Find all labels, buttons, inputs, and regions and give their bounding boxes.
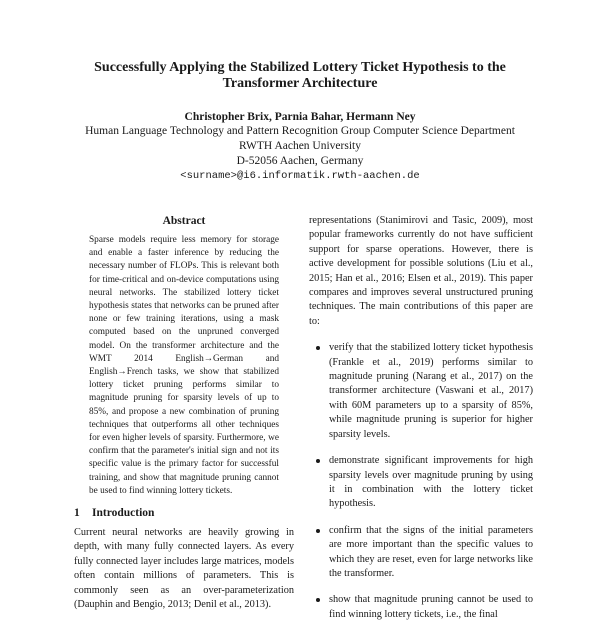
right-column [309, 214, 533, 634]
affiliation-address: D-52056 Aachen, Germany [236, 155, 364, 167]
contribution-item [309, 593, 533, 622]
contribution-item [309, 454, 533, 512]
contribution-item [309, 524, 533, 582]
contribution-list [309, 341, 533, 622]
contribution-text: verify that the stabilized lottery ticket hypothesis (Frankle et al., 2019) performs similar to magnitude pruning (Narang et al., 2017) on the transformer architecture (Vaswani et al., 2017) with 60M parameters up to a sparsity of 85%, while magnitude pruning is superior for higher sparsity levels. [329, 342, 533, 440]
bullet-icon [316, 459, 320, 463]
section-number: 1 [74, 507, 80, 520]
paper-title: Successfully Applying the Stabilized Lottery Ticket Hypothesis to the Transformer Architecture [94, 60, 506, 91]
section-title: Introduction [92, 507, 155, 520]
author-email: <surname>@i6.informatik.rwth-aachen.de [180, 170, 420, 182]
author-list: Christopher Brix, Parnia Bahar, Hermann Ney [184, 111, 416, 123]
abstract-heading: Abstract [162, 215, 206, 227]
bullet-icon [316, 598, 320, 602]
bullet-icon [316, 529, 320, 533]
bullet-icon [316, 346, 320, 350]
contribution-text: demonstrate significant improvements for high sparsity levels over magnitude pruning by using it in combination with the lottery ticket hypothesis. [329, 455, 533, 510]
contribution-text: confirm that the signs of the initial parameters are more important than the specific values to which they are reset, even for large networks like the transformer. [329, 524, 533, 579]
contribution-text: show that magnitude pruning cannot be used to find winning lottery tickets, i.e., the final [329, 594, 533, 620]
affiliation-block [40, 124, 560, 184]
introduction-heading [74, 506, 294, 520]
abstract-text: Sparse models require less memory for storage and enable a faster inference by reducing the necessary number of FLOPs. This is relevant both for time-critical and on-device computations using neural networks. The stabilized lottery ticket hypothesis states that networks can be pruned after none or few training iterations, using a mask computed based on the unpruned converged model. On the transformer architecture and the WMT 2014 English→German and English→French tasks, we show that stabilized lottery ticket pruning performs similar to magnitude pruning for sparsity levels of up to 85%, and propose a new combination of pruning techniques that outperforms all other techniques for even higher levels of sparsity. Furthermore, we confirm that the parameter's initial sign and not its specific value is the primary factor for successful training, and show that magnitude pruning cannot be used to find winning lottery tickets. [89, 235, 279, 496]
contribution-item [309, 341, 533, 442]
affiliation-university: RWTH Aachen University [238, 140, 361, 152]
introduction-text: Current neural networks are heavily growing in depth, with many fully connected layers. As every fully connected layer includes large matrices, models often contain millions of parameters. This is commonly seen as an over-parameterization (Dauphin and Bengio, 2013; Denil et al., 2013). [74, 527, 294, 611]
right-column-intro-text: representations (Stanimirovi and Tasic, 2009), most popular frameworks currently do not have sufficient support for sparse operations. However, there is active development for possible solutions (Liu et al., 2015; Han et al., 2016; Elsen et al., 2019). This paper compares and improves several unstructured pruning techniques. The main contributions of this paper are to: [309, 215, 533, 327]
affiliation-department: Human Language Technology and Pattern Recognition Group Computer Science Department [85, 125, 515, 137]
left-column [74, 214, 294, 613]
